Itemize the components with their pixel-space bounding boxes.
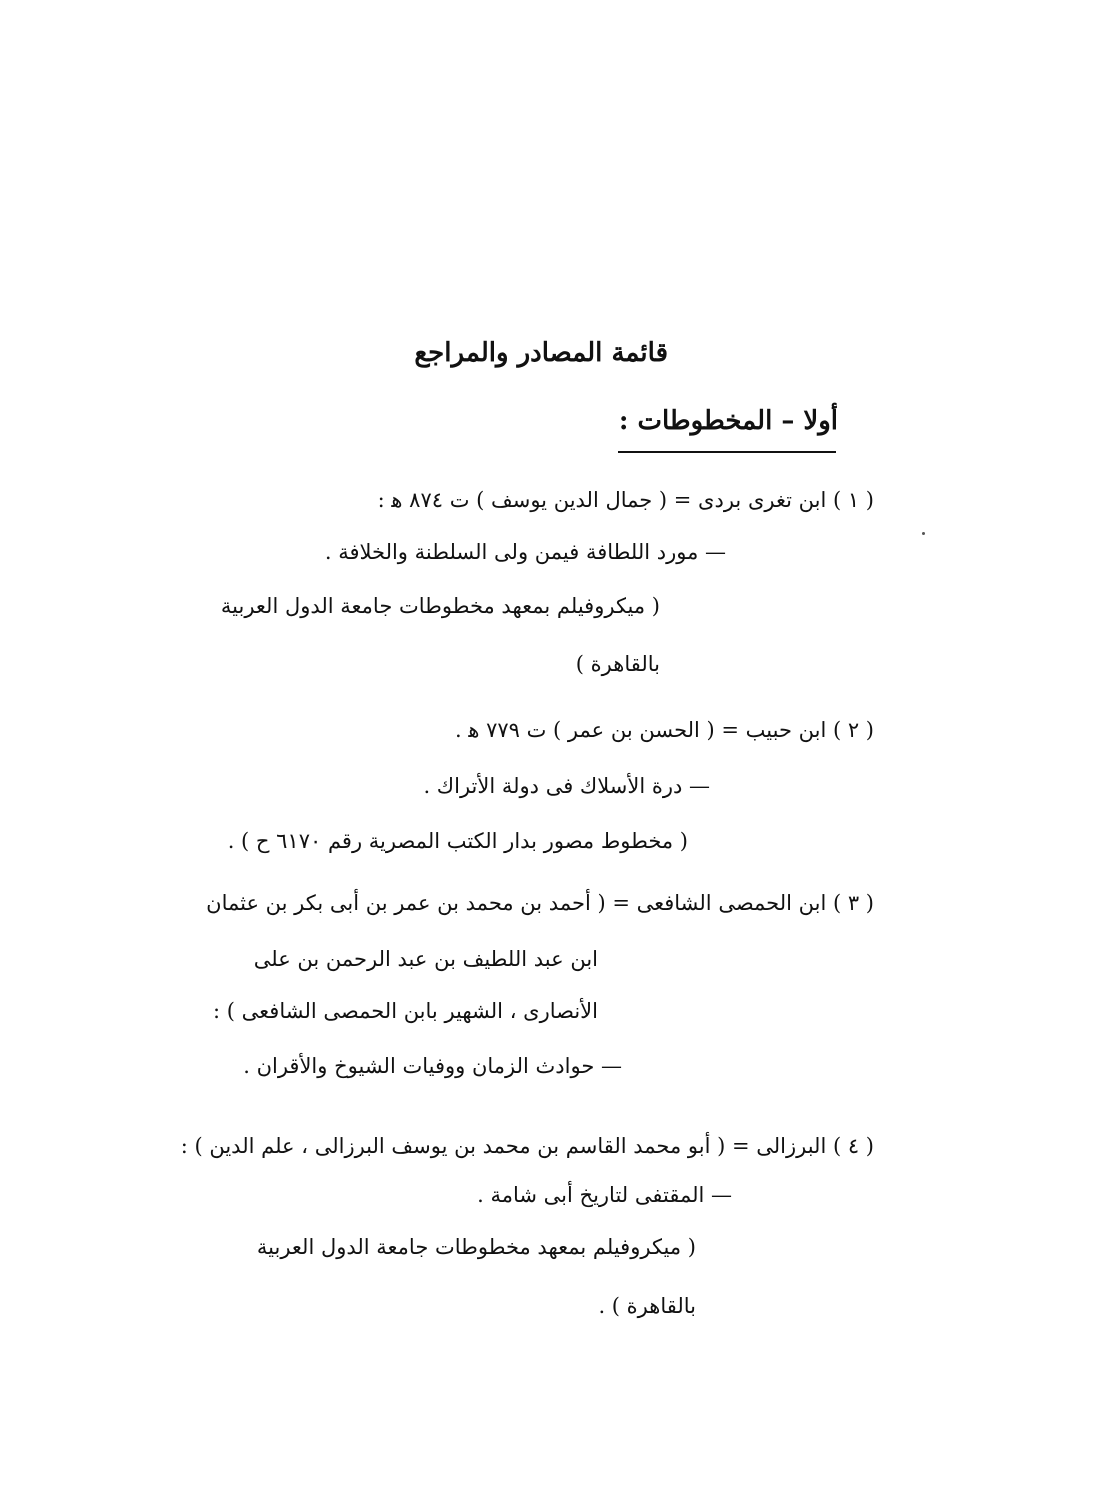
entry-3-heading-line-3: الأنصارى ، الشهير بابن الحمصى الشافعى ) :	[213, 999, 598, 1023]
entry-1-heading: ( ١ ) ابن تغرى بردى = ( جمال الدين يوسف ) ت ٨٧٤ ﻫ :	[377, 488, 874, 512]
page-title: قائمة المصادر والمراجع	[414, 338, 668, 368]
entry-3-heading: ( ٣ ) ابن الحمصى الشافعى = ( أحمد بن محمد بن عمر بن أبى بكر بن عثمان	[206, 891, 874, 915]
entry-2-title: — درة الأسلاك فى دولة الأتراك .	[423, 774, 710, 798]
entry-2-heading: ( ٢ ) ابن حبيب = ( الحسن بن عمر ) ت ٧٧٩ ﻫ .	[454, 718, 874, 742]
entry-1-note-line-2: بالقاهرة )	[575, 652, 660, 676]
section-heading: أولا – المخطوطات :	[618, 406, 838, 436]
entry-4-note-line-1: ( ميكروفيلم بمعهد مخطوطات جامعة الدول العربية	[256, 1235, 696, 1259]
entry-3-heading-line-2: ابن عبد اللطيف بن عبد الرحمن بن على	[253, 947, 598, 971]
scan-speck	[922, 532, 925, 535]
section-heading-underline	[618, 451, 836, 453]
entry-4-title: — المقتفى لتاريخ أبى شامة .	[477, 1183, 732, 1207]
entry-1-note-line-1: ( ميكروفيلم بمعهد مخطوطات جامعة الدول العربية	[220, 594, 660, 618]
entry-4-note-line-2: بالقاهرة ) .	[598, 1294, 696, 1318]
entry-2-note: ( مخطوط مصور بدار الكتب المصرية رقم ٦١٧٠ ح ) .	[227, 829, 688, 853]
entry-1-title: — مورد اللطافة فيمن ولى السلطنة والخلافة .	[324, 540, 726, 564]
entry-4-heading: ( ٤ ) البرزالى = ( أبو محمد القاسم بن محمد بن يوسف البرزالى ، علم الدين ) :	[180, 1134, 874, 1158]
entry-3-title: — حوادث الزمان ووفيات الشيوخ والأقران .	[243, 1054, 622, 1078]
